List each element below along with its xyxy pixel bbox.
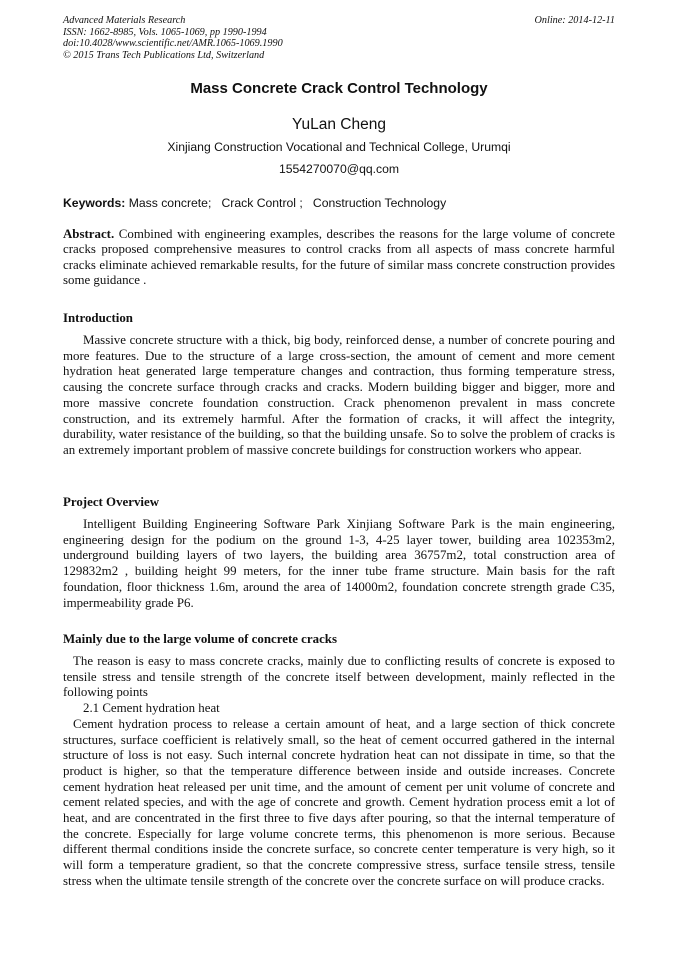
hydration-heat-paragraph: Cement hydration process to release a certain amount of heat, and a large section of thick concrete structures, surface coefficient is relatively small, so the heat of cement occurred gathered in the internal structure of loss is not easy. Such internal concrete hydration heat can not dissipate in time, so that the product is higher, so that the temperature difference between inside and outside increases. Concrete cement hydration heat released per unit time, and the amount of cement per unit volume of concrete and cement related species, and with the age of concrete and growth. Cement hydration process emit a lot of heat, and are concentrated in the first three to five days after pouring, so that the internal temperature of the concrete. Especially for large volume concrete terms, this phenomenon is more serious. Because different thermal conditions inside the concrete surface, so concrete center temperature is very high, so it will form a temperature gradient, so that the concrete compressive stress, surface tensile stress, tensile stress when the ultimate tensile strength of the concrete over the concrete surface on will produce cracks. xyxy=(63,716,615,888)
introduction-paragraph: Massive concrete structure with a thick, big body, reinforced dense, a number of concrete pouring and more features. Due to the structure of a large cross-section, the amount of cement and more cement hydration heat generated large temperature changes and contraction, thus forming temperature stress, causing the concrete surface through cracks and cracks. Modern building bigger and bigger, more and more massive concrete foundation construction. Crack phenomenon prevalent in mass concrete construction, and its extremely harmful. After the formation of cracks, it will affect the integrity, durability, water resistance of the building, so that the building unsafe. So to solve the problem of cracks is an extremely important problem of massive concrete buildings for construction workers who appear. xyxy=(63,333,615,457)
paper-title: Mass Concrete Crack Control Technology xyxy=(190,80,488,97)
keywords-line xyxy=(63,196,623,210)
concrete-cracks-body xyxy=(63,654,615,890)
copyright-line: © 2015 Trans Tech Publications Ltd, Switzerland xyxy=(63,49,265,61)
abstract-text: Combined with engineering examples, describes the reasons for the large volume of concrete cracks proposed comprehensive measures to control cracks from all aspects of mass concrete harmful cracks eliminate achieved remarkable results, for the future of similar mass concrete construction provides some guidance . xyxy=(63,227,615,288)
project-overview-paragraph: Intelligent Building Engineering Software Park Xinjiang Software Park is the main engineering, engineering design for the podium on the ground 1-3, 4-25 layer tower, building area 102353m2, underground building layers of two layers, the building area 36757m2, total construction area of 129832m2 , building height 99 meters, for the inner tube frame structure. Main basis for the raft foundation, floor thickness 1.6m, around the area of 14000m2, foundation concrete strength grade C35, impermeability grade P6. xyxy=(63,517,615,610)
section-heading-introduction: Introduction xyxy=(63,311,133,325)
author-name: YuLan Cheng xyxy=(292,116,386,133)
abstract-paragraph xyxy=(63,227,615,289)
section-heading-concrete-cracks: Mainly due to the large volume of concrete cracks xyxy=(63,632,337,646)
project-overview-body xyxy=(63,517,615,611)
keywords-text: Mass concrete; Crack Control ; Construction Technology xyxy=(125,196,447,210)
doi-line: doi:10.4028/www.scientific.net/AMR.1065-1069.1990 xyxy=(63,38,283,50)
issn-line: ISSN: 1662-8985, Vols. 1065-1069, pp 1990-1994 xyxy=(63,26,267,38)
introduction-body xyxy=(63,333,615,459)
online-date: Online: 2014-12-11 xyxy=(534,15,615,26)
author-affiliation: Xinjiang Construction Vocational and Technical College, Urumqi xyxy=(167,140,511,154)
keywords-label: Keywords: xyxy=(63,196,126,210)
journal-header xyxy=(63,15,615,61)
author-email: 1554270070@qq.com xyxy=(278,162,400,176)
abstract-label: Abstract. xyxy=(63,227,115,241)
concrete-cracks-intro-paragraph: The reason is easy to mass concrete cracks, mainly due to conflicting results of concrete is exposed to tensile stress and tensile strength of the concrete itself between development, mainly reflected in the following points xyxy=(63,654,615,700)
journal-name: Advanced Materials Research xyxy=(63,15,186,26)
subsection-heading-hydration-heat: 2.1 Cement hydration heat xyxy=(83,701,220,716)
section-heading-project-overview: Project Overview xyxy=(63,495,160,509)
